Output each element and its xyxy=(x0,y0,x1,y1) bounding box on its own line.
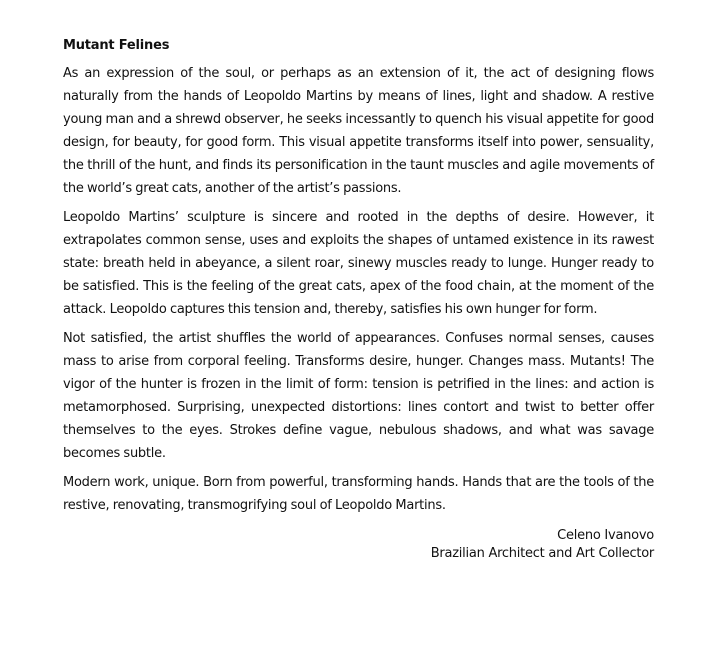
signature-name: Celeno Ivanovo xyxy=(557,528,654,543)
paragraph-1[interactable]: As an expression of the soul, or perhaps as an extension of it, the act of designing flows naturally from the hands of Leopoldo Martins by means of lines, light and shadow. A restive young man and a shrewd observer, he seeks incessantly to quench his visual appetite for good design, for beauty, for good form. This visual appetite transforms itself into power, sensuality, the thrill of the hunt, and finds its personification in the taunt muscles and agile movements of the world’s great cats, another of the artist’s passions. xyxy=(63,66,654,196)
document-title: Mutant Felines xyxy=(63,38,170,53)
paragraph-4[interactable]: Modern work, unique. Born from powerful, transforming hands. Hands that are the tools of the restive, renovating, transmogrifying soul of Leopoldo Martins. xyxy=(63,475,654,513)
document-page xyxy=(63,36,654,563)
paragraph-3[interactable]: Not satisfied, the artist shuffles the world of appearances. Confuses normal senses, causes mass to arise from corporal feeling. Transforms desire, hunger. Changes mass. Mutants! The vigor of the hunter is frozen in the limit of form: tension is petrified in the lines: and action is metamorphosed. Surprising, unexpected distortions: lines contort and twist to better offer themselves to the eyes. Strokes define vague, nebulous shadows, and what was savage becomes subtle. xyxy=(63,331,654,461)
paragraph-2[interactable]: Leopoldo Martins’ sculpture is sincere and rooted in the depths of desire. However, it extrapolates common sense, uses and exploits the shapes of untamed existence in its rawest state: breath held in abeyance, a silent roar, sinewy muscles ready to lunge. Hunger ready to be satisfied. This is the feeling of the great cats, apex of the food chain, at the moment of the attack. Leopoldo captures this tension and, thereby, satisfies his own hunger for form. xyxy=(63,210,654,317)
signature-block xyxy=(63,527,654,563)
signature-role: Brazilian Architect and Art Collector xyxy=(430,546,654,561)
